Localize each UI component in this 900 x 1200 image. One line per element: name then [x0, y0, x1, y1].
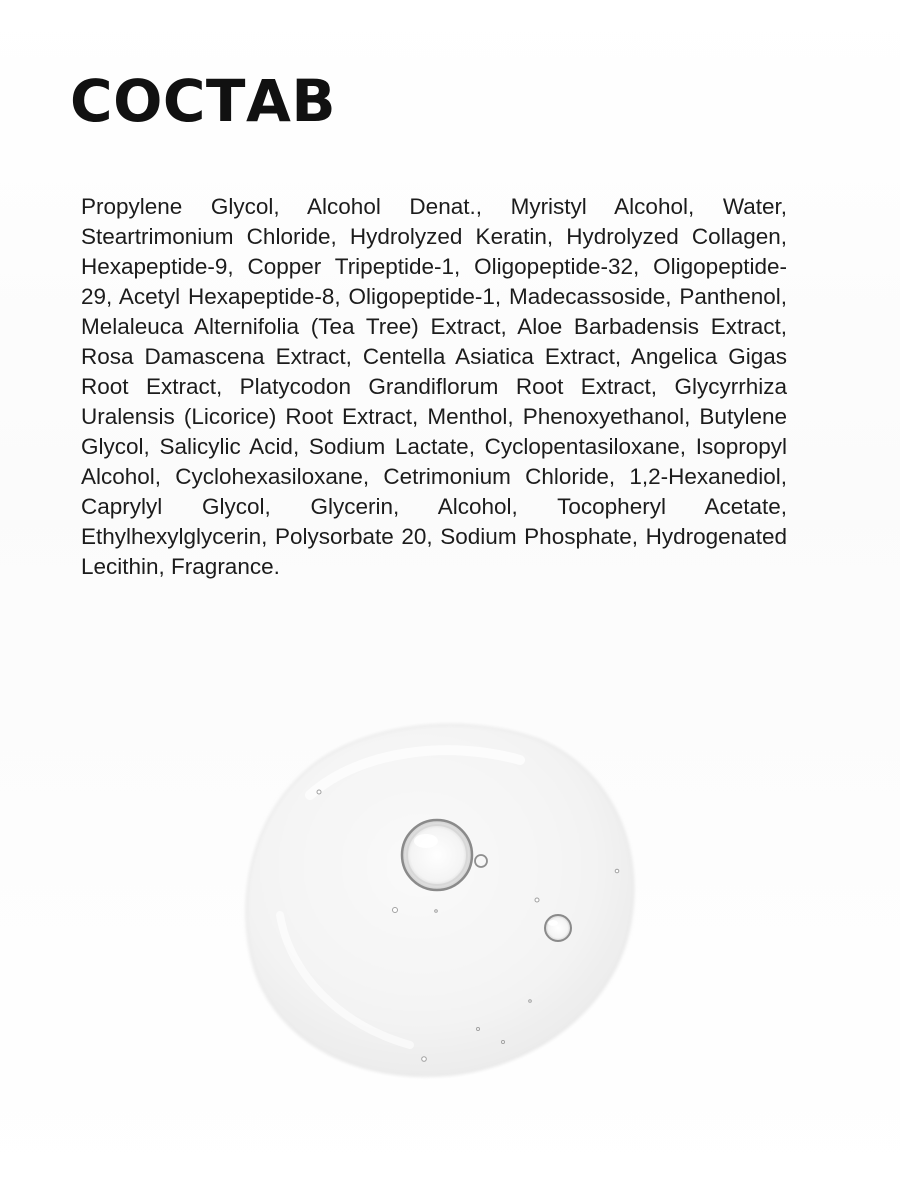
gel-blob [246, 725, 633, 1076]
ingredients-list: Propylene Glycol, Alcohol Denat., Myristyl Alcohol, Water, Steartrimonium Chloride, Hydrolyzed Keratin, Hydrolyzed Collagen, Hexapeptide-9, Copper Tripeptide-1, Oligopeptide-32, Oligopeptide-29, Acetyl Hexapeptide-8, Oligopeptide-1, Madecassoside, Panthenol, Melaleuca Alternifolia (Tea Tree) Extract, Aloe Barbadensis Extract, Rosa Damascena Extract, Centella Asiatica Extract, Angelica Gigas Root Extract, Platycodon Grandiflorum Root Extract, Glycyrrhiza Uralensis (Licorice) Root Extract, Menthol, Phenoxyethanol, Butylene Glycol, Salicylic Acid, Sodium Lactate, Cyclopentasiloxane, Isopropyl Alcohol, Cyclohexasiloxane, Cetrimonium Chloride, 1,2-Hexanediol, Caprylyl Glycol, Glycerin, Alcohol, Tocopheryl Acetate, Ethylhexylglycerin, Polysorbate 20, Sodium Phosphate, Hydrogenated Lecithin, Fragrance. [81, 194, 787, 579]
medium-bubble [545, 915, 571, 941]
page-title: СОСТАВ [70, 67, 337, 135]
small-bubble [475, 855, 487, 867]
gel-droplet-icon [240, 715, 640, 1085]
large-bubble [402, 820, 472, 890]
